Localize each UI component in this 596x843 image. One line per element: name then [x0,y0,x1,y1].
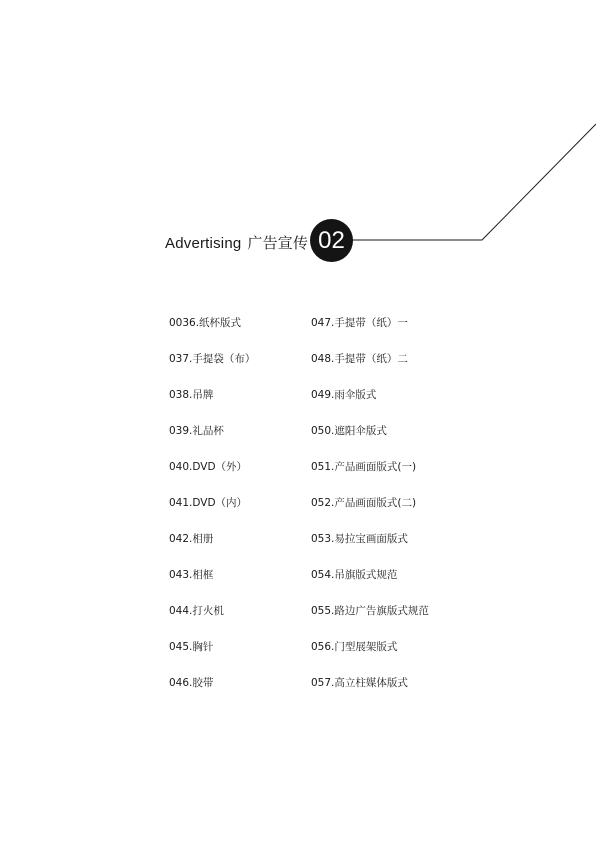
toc-item: 055.路边广告旗版式规范 [311,605,429,617]
section-title-en: Advertising [165,235,242,252]
toc-item: 057.高立柱媒体版式 [311,677,408,689]
toc-item: 039.礼品杯 [169,425,224,437]
toc-item: 040.DVD（外） [169,461,248,473]
toc-right-column [311,316,429,712]
toc-item: 047.手提带（纸）一 [311,317,408,329]
section-title [165,232,308,253]
toc-item: 045.胸针 [169,641,214,653]
toc-item: 046.胶带 [169,677,214,689]
toc-item: 044.打火机 [169,605,224,617]
toc-item: 038.吊牌 [169,389,214,401]
toc-item: 053.易拉宝画面版式 [311,533,408,545]
toc-left-column [169,316,255,712]
toc-item: 042.相册 [169,533,214,545]
toc-item: 052.产品画面版式(二) [311,497,417,509]
toc-item: 054.吊旗版式规范 [311,569,398,581]
section-number-badge: 02 [310,219,353,262]
toc-item: 049.雨伞版式 [311,389,377,401]
toc-item: 0036.纸杯版式 [169,317,242,329]
toc-item: 048.手提带（纸）二 [311,353,408,365]
toc-item: 056.门型展架版式 [311,641,398,653]
toc-item: 043.相框 [169,569,214,581]
toc-item: 051.产品画面版式(一) [311,461,417,473]
toc-item: 037.手提袋（布） [169,353,256,365]
toc-item: 041.DVD（内） [169,497,248,509]
section-title-cn: 广告宣传 [247,235,309,252]
toc-item: 050.遮阳伞版式 [311,425,387,437]
